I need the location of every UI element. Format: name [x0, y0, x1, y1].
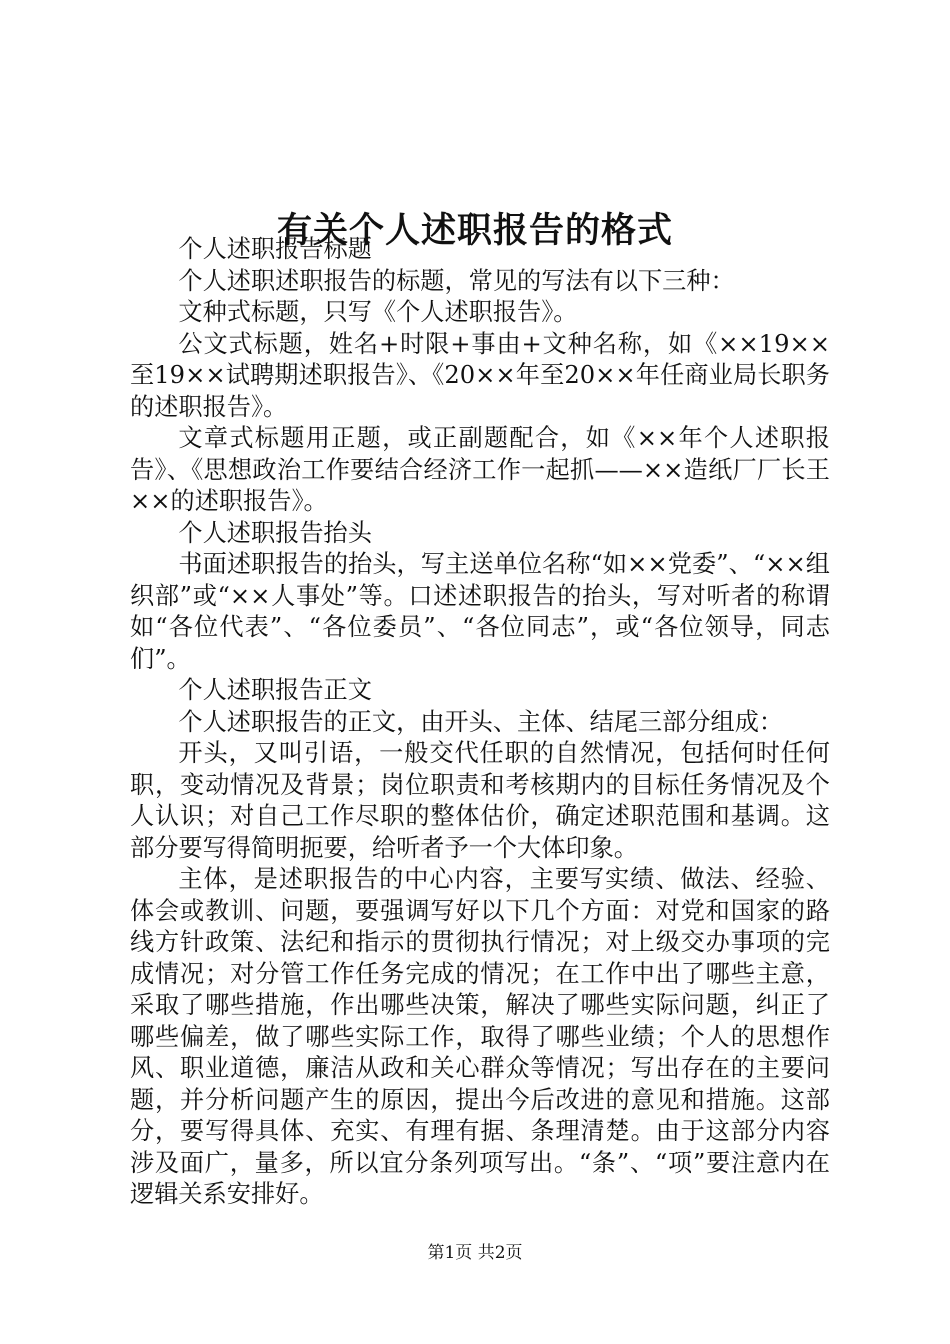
document-body [130, 234, 830, 1211]
heading-report-body-section: 个人述职报告正文 [178, 676, 372, 704]
paragraph-article-title: 文章式标题用正题，或正副题配合，如《××年个人述职报告》、《思想政治工作要结合经济工作一起抓——××造纸厂厂长王××的述职报告》。 [130, 424, 830, 515]
page-footer: 第1页 共2页 [427, 1243, 523, 1263]
paragraph-opening: 开头，又叫引语，一般交代任职的自然情况，包括何时任何职，变动情况及背景；岗位职责和考核期内的目标任务情况及个人认识；对自己工作尽职的整体估价，确定述职范围和基调。这部分要写得简明扼要，给听者予一个大体印象。 [130, 739, 830, 862]
paragraph-official-title: 公文式标题，姓名+时限+事由+文种名称，如《××19××至19××试聘期述职报告》、《20××年至20××年任商业局长职务的述职报告》。 [130, 329, 830, 421]
paragraph-body-structure: 个人述职报告的正文，由开头、主体、结尾三部分组成： [178, 707, 784, 736]
paragraph-title-intro: 个人述职述职报告的标题，常见的写法有以下三种： [178, 266, 735, 295]
paragraph-header-description: 书面述职报告的抬头，写主送单位名称“如××党委”、“××组织部”或“××人事处”等。口述述职报告的抬头，写对听者的称谓如“各位代表”、“各位委员”、“各位同志”，或“各位领导，同志们”。 [130, 550, 830, 673]
paragraph-main-body: 主体，是述职报告的中心内容，主要写实绩、做法、经验、体会或教训、问题，要强调写好以下几个方面：对党和国家的路线方针政策、法纪和指示的贯彻执行情况；对上级交办事项的完成情况；对分管工作任务完成的情况；在工作中出了哪些主意，采取了哪些措施，作出哪些决策，解决了哪些实际问题，纠正了哪些偏差，做了哪些实际工作，取得了哪些业绩；个人的思想作风、职业道德，廉洁从政和关心群众等情况；写出存在的主要问题，并分析问题产生的原因，提出今后改进的意见和措施。这部分，要写得具体、充实、有理有据、条理清楚。由于这部分内容涉及面广，量多，所以宜分条列项写出。“条”、“项”要注意内在逻辑关系安排好。 [130, 865, 830, 1208]
paragraph-genre-title: 文种式标题，只写《个人述职报告》。 [178, 298, 578, 326]
heading-report-header-section: 个人述职报告抬头 [178, 518, 372, 547]
document-title: 有关个人述职报告的格式 [276, 210, 673, 252]
heading-report-title-section: 个人述职报告标题 [178, 235, 372, 263]
